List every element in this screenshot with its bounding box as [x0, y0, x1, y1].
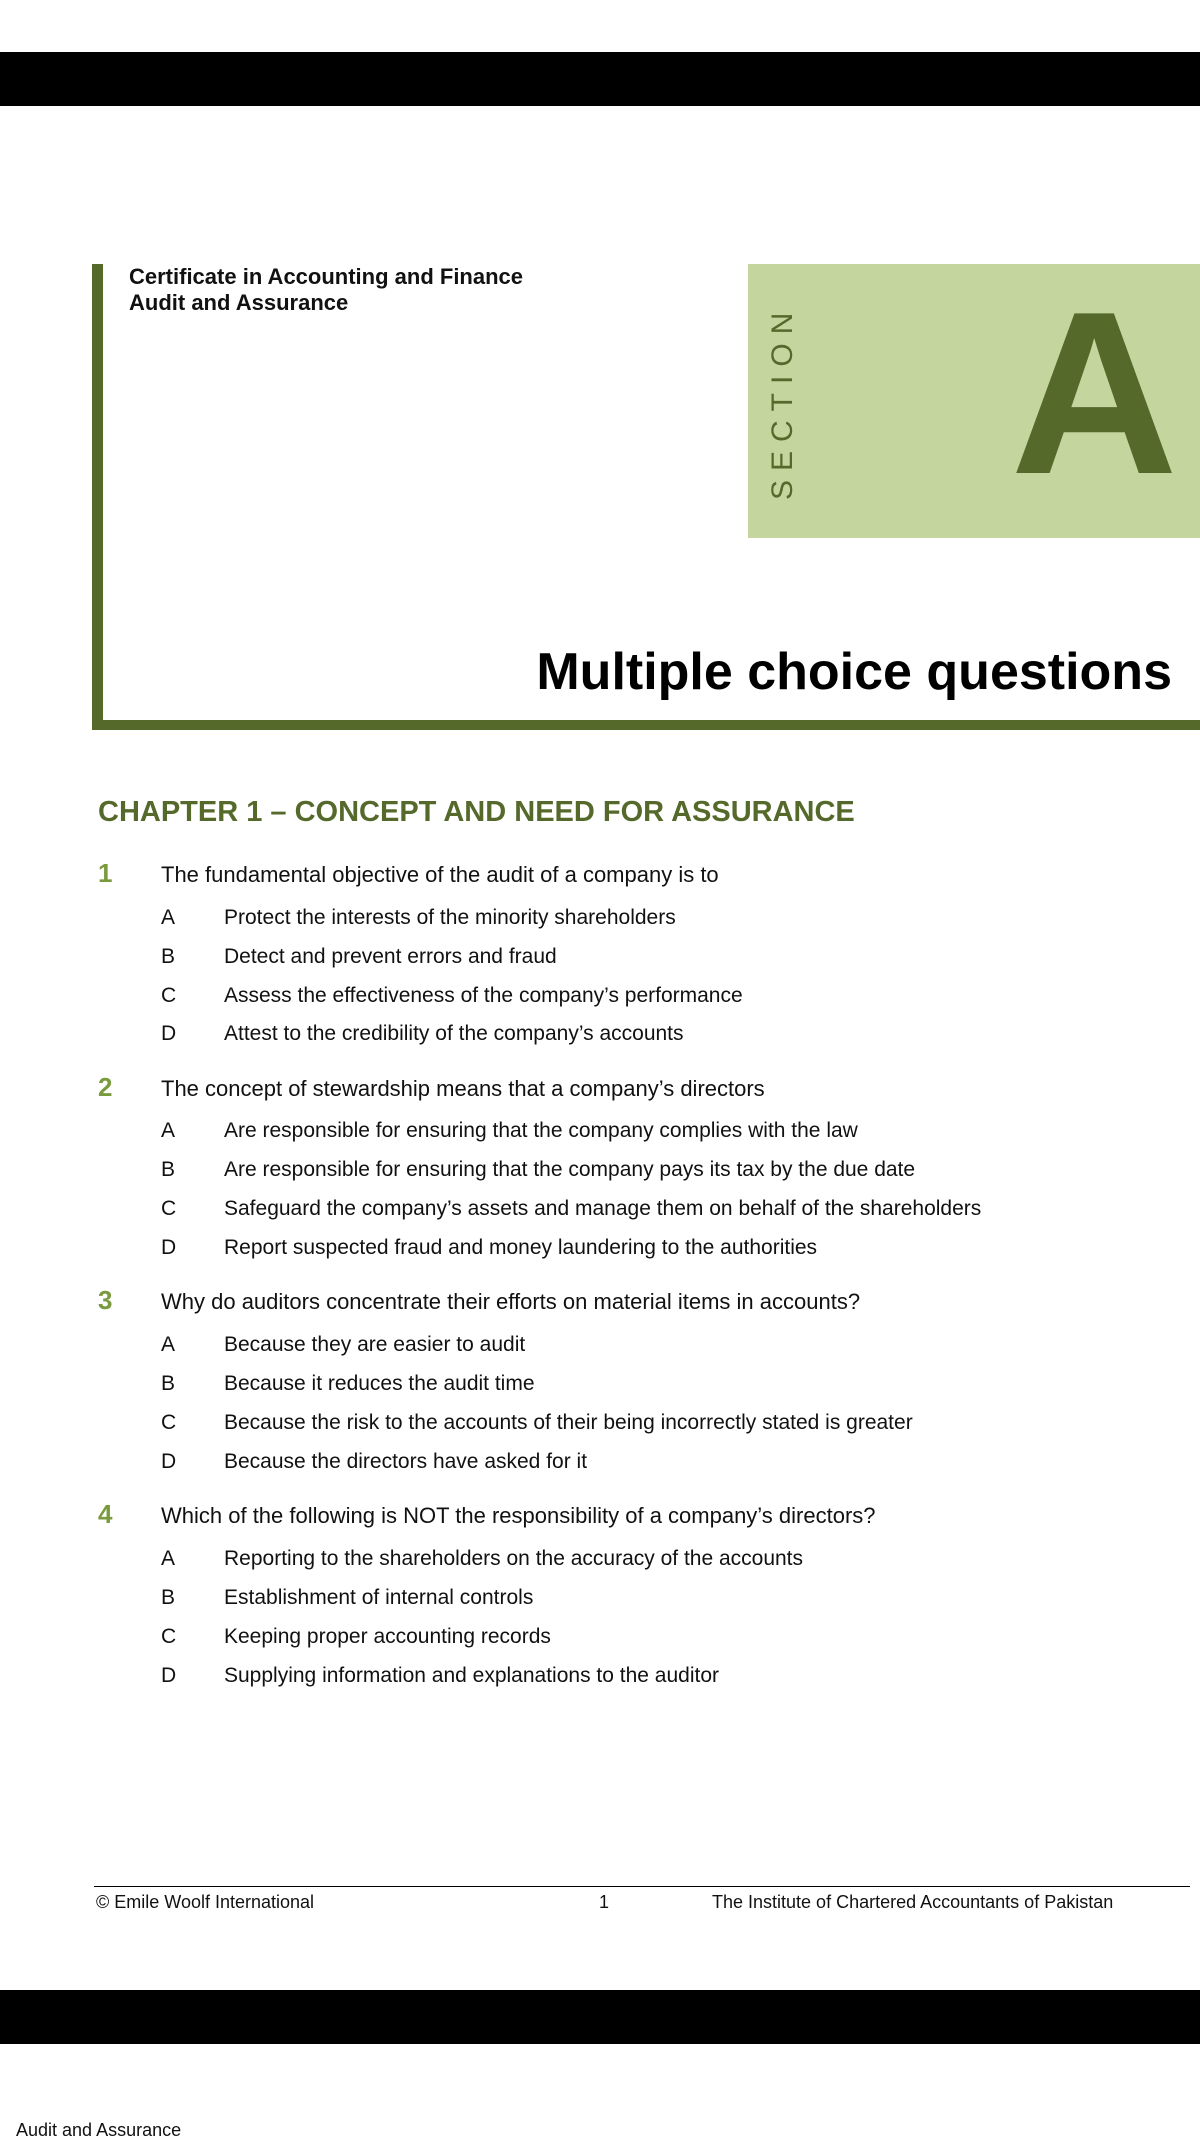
option-text: Attest to the credibility of the company’s accounts — [224, 1022, 684, 1045]
question-text: The fundamental objective of the audit of a company is to — [161, 862, 719, 887]
next-page-header: Audit and Assurance — [16, 2120, 182, 2140]
question-number: 1 — [98, 858, 113, 888]
option-label: D — [161, 1450, 177, 1473]
question-text: Which of the following is NOT the responsibility of a company’s directors? — [161, 1503, 876, 1528]
option-label: C — [161, 984, 177, 1007]
option-text: Safeguard the company’s assets and manage them on behalf of the shareholders — [224, 1197, 982, 1220]
bottom-black-bar — [0, 1990, 1200, 2044]
frame-left-border — [92, 264, 103, 730]
option-label: B — [161, 1158, 176, 1181]
option-label: C — [161, 1197, 177, 1220]
question-number: 3 — [98, 1285, 113, 1315]
option-text: Because it reduces the audit time — [224, 1372, 535, 1395]
top-black-bar — [0, 52, 1200, 106]
footer-institute: The Institute of Chartered Accountants of Pakistan — [712, 1892, 1114, 1912]
option-label: C — [161, 1625, 177, 1648]
question-text: Why do auditors concentrate their efforts on material items in accounts? — [161, 1289, 861, 1314]
option-label: A — [161, 1333, 176, 1356]
option-label: C — [161, 1411, 177, 1434]
option-text: Establishment of internal controls — [224, 1586, 534, 1609]
footer-copyright: © Emile Woolf International — [96, 1892, 315, 1912]
option-label: D — [161, 1236, 177, 1259]
option-text: Detect and prevent errors and fraud — [224, 945, 557, 968]
option-label: B — [161, 945, 176, 968]
course-header — [129, 264, 523, 316]
section-label: SECTION — [766, 303, 799, 500]
option-text: Because the risk to the accounts of their being incorrectly stated is greater — [224, 1411, 913, 1434]
option-text: Because they are easier to audit — [224, 1333, 526, 1356]
option-text: Are responsible for ensuring that the company pays its tax by the due date — [224, 1158, 916, 1181]
footer-rule — [94, 1886, 1190, 1887]
option-text: Assess the effectiveness of the company’s performance — [224, 984, 743, 1007]
option-text: Because the directors have asked for it — [224, 1450, 588, 1473]
option-label: D — [161, 1022, 177, 1045]
option-text: Report suspected fraud and money laundering to the authorities — [224, 1236, 818, 1259]
option-label: A — [161, 906, 176, 929]
question-number: 4 — [98, 1499, 113, 1529]
option-label: B — [161, 1372, 176, 1395]
footer-page-number: 1 — [599, 1892, 610, 1912]
option-label: B — [161, 1586, 176, 1609]
option-label: D — [161, 1664, 177, 1687]
option-text: Keeping proper accounting records — [224, 1625, 551, 1648]
question-number: 2 — [98, 1072, 113, 1102]
option-label: A — [161, 1119, 176, 1142]
option-text: Are responsible for ensuring that the company complies with the law — [224, 1119, 858, 1142]
section-letter: A — [1010, 264, 1178, 523]
option-text: Reporting to the shareholders on the accuracy of the accounts — [224, 1547, 804, 1570]
chapter-heading: CHAPTER 1 – CONCEPT AND NEED FOR ASSURANCE — [98, 796, 855, 828]
question-text: The concept of stewardship means that a company’s directors — [161, 1076, 765, 1101]
option-label: A — [161, 1547, 176, 1570]
frame-bottom-border — [92, 720, 1200, 730]
page-title: Multiple choice questions — [536, 643, 1172, 701]
option-text: Supplying information and explanations to the auditor — [224, 1664, 719, 1687]
course-subject: Audit and Assurance — [129, 290, 349, 315]
option-text: Protect the interests of the minority shareholders — [224, 906, 676, 929]
course-title: Certificate in Accounting and Finance — [129, 264, 524, 289]
